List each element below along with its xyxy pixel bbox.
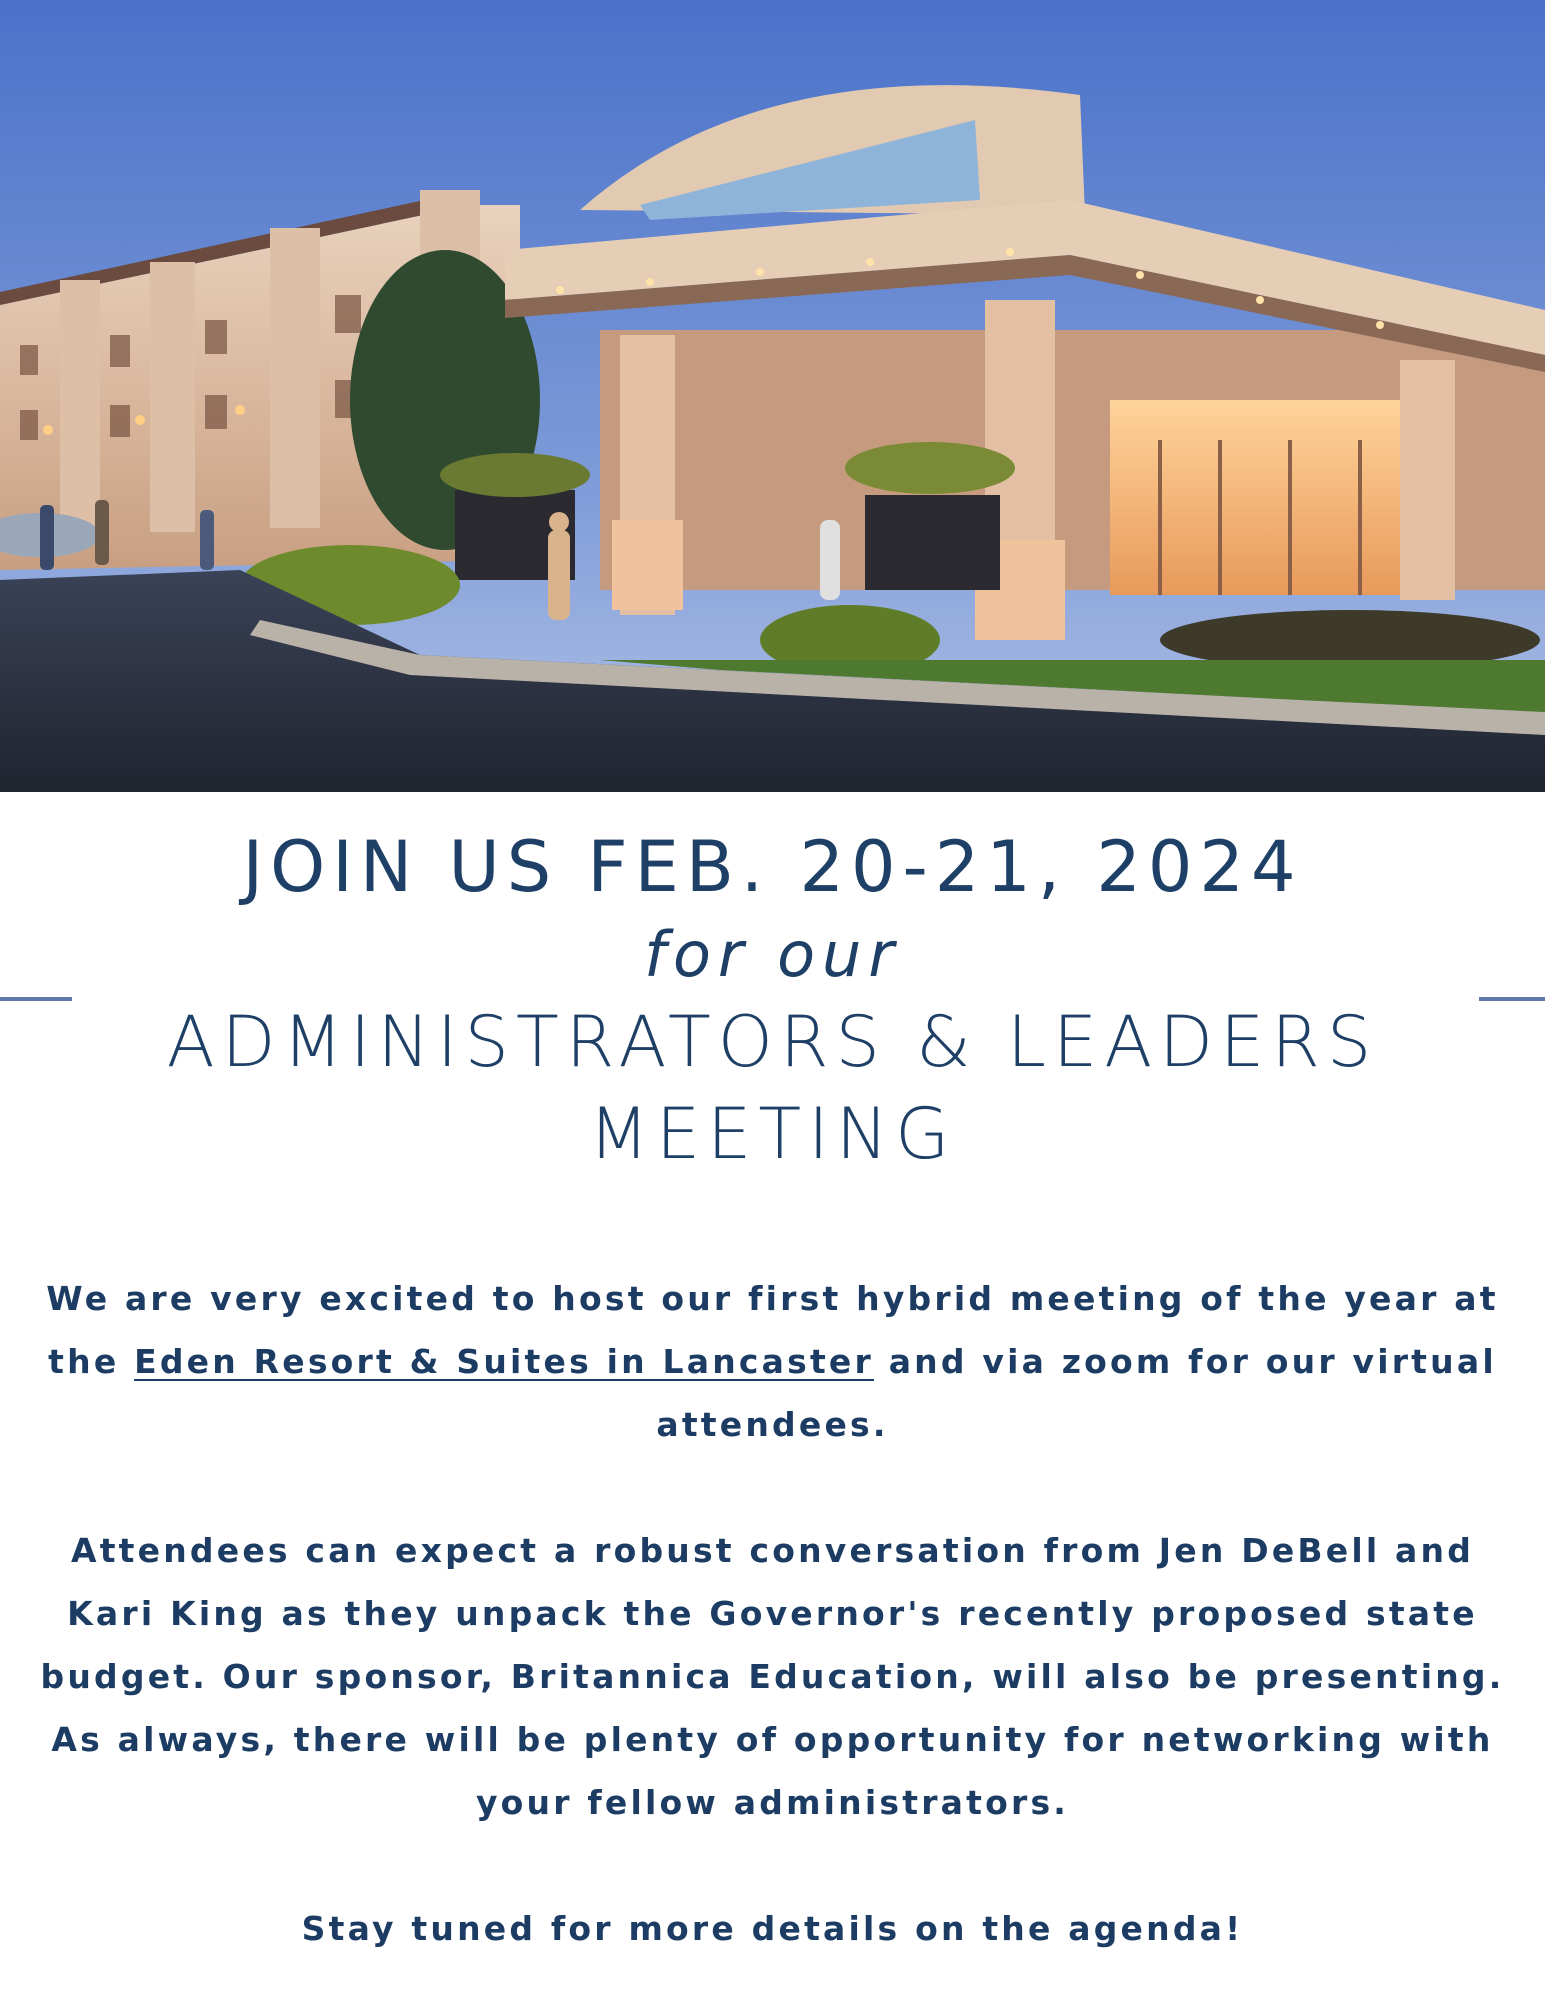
closing-paragraph: Stay tuned for more details on the agenda! <box>301 1909 1244 1948</box>
venue-link[interactable]: Eden Resort & Suites in Lancaster <box>134 1342 874 1381</box>
heading-connector: for our <box>644 918 901 991</box>
intro-paragraph <box>30 1267 1515 1456</box>
intro-text-before-link: We are very excited to host our first hybrid meeting of the year at the <box>46 1279 1499 1381</box>
event-description <box>30 1267 1515 1960</box>
event-title-line-2: MEETING <box>588 1093 957 1175</box>
hero-image <box>0 0 1545 792</box>
intro-text-after-link: and via zoom for our virtual attendees. <box>656 1342 1497 1444</box>
event-date-heading: JOIN US FEB. 20-21, 2024 <box>242 826 1303 908</box>
details-paragraph: Attendees can expect a robust conversation from Jen DeBell and Kari King as they unpack the Governor's recently proposed state budget. Our sponsor, Britannica Education, will also be presenting. As always, there will be plenty of opportunity for networking with your fellow administrators. <box>40 1531 1505 1822</box>
event-title-line-1: ADMINISTRATORS & LEADERS <box>166 1001 1379 1083</box>
hotel-photo <box>0 0 1545 792</box>
event-heading <box>0 812 1545 1180</box>
